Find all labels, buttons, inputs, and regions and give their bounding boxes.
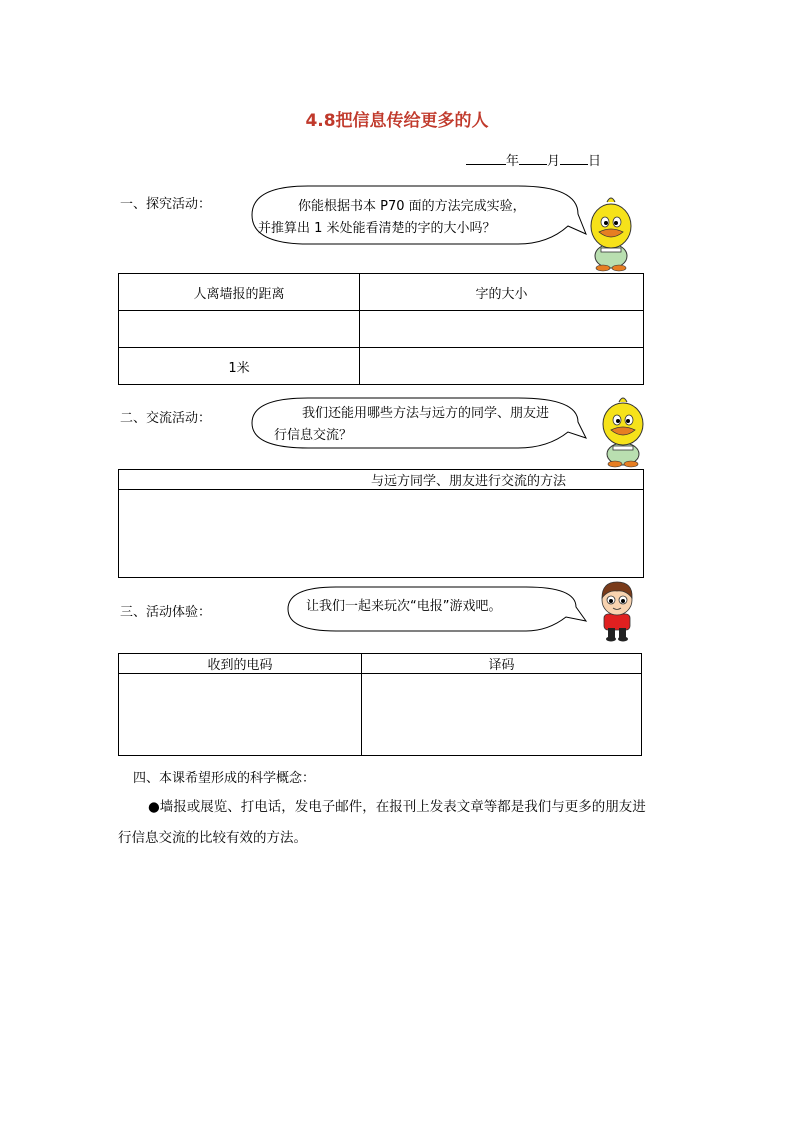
table-header-cell: 人离墙报的距离 xyxy=(119,274,360,311)
table-cell[interactable] xyxy=(119,674,362,756)
section3-label: 三、活动体验： xyxy=(120,605,212,620)
boy-mascot-icon xyxy=(596,580,638,642)
bubble1-text xyxy=(258,196,578,240)
distance-size-table xyxy=(118,273,644,385)
bubble1-line2: 并推算出 1 米处能看清楚的字的大小吗？ xyxy=(258,221,496,236)
table-row xyxy=(119,674,642,756)
date-line xyxy=(466,150,601,169)
table-row xyxy=(119,490,644,578)
communication-methods-table xyxy=(118,469,644,578)
table-cell[interactable] xyxy=(362,674,642,756)
concept-line2: 行信息交流的比较有效的方法。 xyxy=(118,830,307,846)
concept-line1 xyxy=(118,792,688,823)
bubble2-line2: 行信息交流？ xyxy=(274,428,353,443)
section2-label: 二、交流活动： xyxy=(120,411,212,426)
table-header-cell: 收到的电码 xyxy=(119,654,362,674)
bubble3-text: 让我们一起来玩次“电报”游戏吧。 xyxy=(306,599,502,614)
concept-line1-text: 墙报或展览、打电话，发电子邮件，在报刊上发表文章等都是我们与更多的朋友进 xyxy=(159,799,646,815)
month-blank[interactable] xyxy=(519,151,547,165)
page-title: 4.8把信息传给更多的人 xyxy=(305,111,489,131)
table-header-cell: 与远方同学、朋友进行交流的方法 xyxy=(119,470,644,490)
year-label: 年 xyxy=(506,154,520,169)
table-header-row xyxy=(119,274,644,311)
table-cell[interactable] xyxy=(119,490,644,578)
table-header-cell: 字的大小 xyxy=(360,274,644,311)
day-blank[interactable] xyxy=(560,151,588,165)
table-row xyxy=(119,311,644,348)
bubble2-line1: 我们还能用哪些方法与远方的同学、朋友进 xyxy=(302,406,550,421)
section1-label: 一、探究活动： xyxy=(120,197,212,212)
table-header-row xyxy=(119,654,642,674)
day-label: 日 xyxy=(588,154,602,169)
telegraph-table xyxy=(118,653,642,756)
table-row xyxy=(119,348,644,385)
section4-label: 四、本课希望形成的科学概念： xyxy=(133,771,316,786)
table-cell: 1米 xyxy=(119,348,360,385)
duck-mascot-icon xyxy=(585,196,637,272)
year-blank[interactable] xyxy=(466,151,506,165)
concept-paragraph xyxy=(118,792,688,854)
table-cell[interactable] xyxy=(360,311,644,348)
month-label: 月 xyxy=(547,154,561,169)
table-cell[interactable] xyxy=(360,348,644,385)
bullet-icon: ● xyxy=(148,799,160,815)
table-header-row xyxy=(119,470,644,490)
table-cell[interactable] xyxy=(119,311,360,348)
table-header-cell: 译码 xyxy=(362,654,642,674)
bubble2-text xyxy=(274,403,574,447)
duck-mascot-icon xyxy=(597,396,649,468)
bubble1-line1: 你能根据书本 P70 面的方法完成实验， xyxy=(298,199,526,214)
